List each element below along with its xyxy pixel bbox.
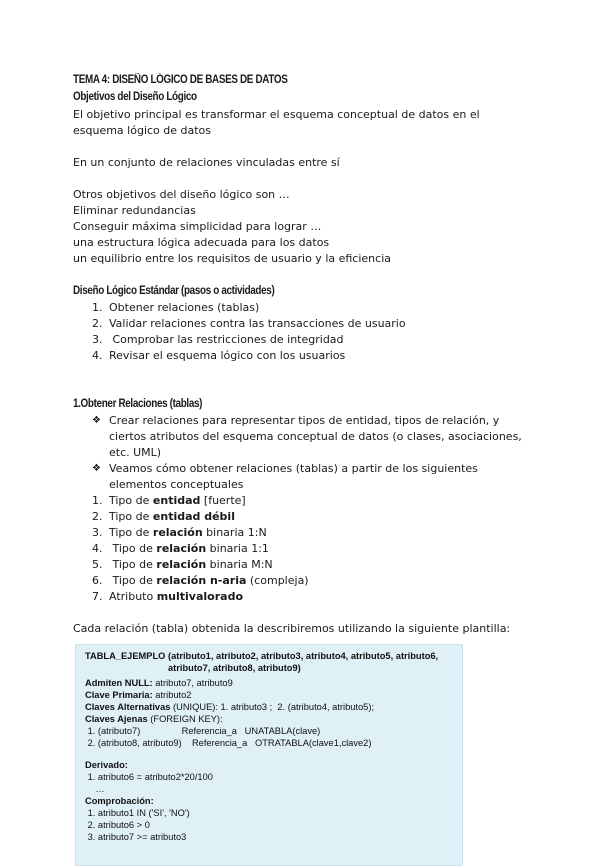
list-item: 5. Tipo de relación binaria M:N (92, 558, 273, 571)
list-item: 1. Obtener relaciones (tablas) (92, 301, 260, 314)
table-template-box (75, 644, 463, 866)
template-check-item: 1. atributo1 IN ('SI', 'NO') (85, 808, 190, 818)
list-item: 6. Tipo de relación n-aria (compleja) (92, 574, 309, 587)
template-fk-item: 1. (atributo7) Referencia_a UNATABLA(clave) (85, 726, 321, 736)
list-item: 2. Validar relaciones contra las transacciones de usuario (92, 317, 406, 330)
standard-design-heading: Diseño Lógico Estándar (pasos o actividades) (73, 285, 275, 297)
diamond-bullet-icon: ❖ (92, 463, 101, 474)
template-derived-item: 1. atributo6 = atributo2*20/100 (85, 772, 213, 782)
bullet-item: ❖ Veamos cómo obtener relaciones (tablas) a partir de los siguientes elementos conceptuales (92, 462, 478, 491)
template-pk-line: Clave Primaria: atributo2 (85, 690, 192, 700)
template-derived-label: Derivado: (85, 760, 128, 770)
template-fk-item: 2. (atributo8, atributo9) Referencia_a OTRATABLA(clave1,clave2) (85, 738, 372, 748)
template-derived-item: … (85, 784, 105, 794)
list-item: 2. Tipo de entidad débil (92, 510, 235, 523)
template-fk-line: Claves Ajenas (FOREIGN KEY): (85, 714, 223, 724)
steps-list (92, 300, 406, 364)
objectives-heading: Objetivos del Diseño Lógico (73, 91, 197, 103)
obtain-relations-heading: 1.Obtener Relaciones (tablas) (73, 398, 203, 410)
other-objectives-intro: Otros objetivos del diseño lógico son … (73, 188, 290, 201)
bullet-item: ❖ Crear relaciones para representar tipos de entidad, tipos de relación, y ciertos atributos del esquema conceptual de datos (o clases, asociaciones, etc. UML) (92, 414, 522, 459)
template-check-item: 3. atributo7 >= atributo3 (85, 832, 187, 842)
objectives-text-line: esquema lógico de datos (73, 124, 212, 137)
list-item: 3. Comprobar las restricciones de integridad (92, 333, 344, 346)
list-item: 3. Tipo de relación binaria 1:N (92, 526, 267, 539)
list-item: 1. Tipo de entidad [fuerte] (92, 494, 246, 507)
template-alt-keys-line: Claves Alternativas (UNIQUE): 1. atributo3 ; 2. (atributo4, atributo5); (85, 702, 375, 712)
template-intro: Cada relación (tabla) obtenida la describiremos utilizando la siguiente plantilla: (73, 622, 511, 635)
objectives-text-line: En un conjunto de relaciones vinculadas entre sí (73, 156, 340, 169)
page-title: TEMA 4: DISEÑO LÓGICO DE BASES DE DATOS (73, 74, 288, 86)
other-objective: una estructura lógica adecuada para los datos (73, 236, 330, 249)
bullet-list (92, 413, 532, 493)
elements-list (92, 493, 309, 605)
list-item: 7. Atributo multivalorado (92, 590, 244, 603)
other-objective: Conseguir máxima simplicidad para lograr … (73, 220, 322, 233)
template-check-label: Comprobación: (85, 796, 154, 806)
template-table-name-cont: atributo7, atributo8, atributo9) (168, 663, 301, 673)
other-objective: Eliminar redundancias (73, 204, 196, 217)
list-item: 4. Tipo de relación binaria 1:1 (92, 542, 269, 555)
template-table-name: TABLA_EJEMPLO (atributo1, atributo2, atributo3, atributo4, atributo5, atributo6, (85, 651, 439, 661)
objectives-text-line: El objetivo principal es transformar el esquema conceptual de datos en el (73, 108, 480, 121)
template-null-line: Admiten NULL: atributo7, atributo9 (85, 678, 233, 688)
diamond-bullet-icon: ❖ (92, 415, 101, 426)
template-check-item: 2. atributo6 > 0 (85, 820, 150, 830)
other-objective: un equilibrio entre los requisitos de usuario y la eficiencia (73, 252, 391, 265)
list-item: 4. Revisar el esquema lógico con los usuarios (92, 349, 346, 362)
